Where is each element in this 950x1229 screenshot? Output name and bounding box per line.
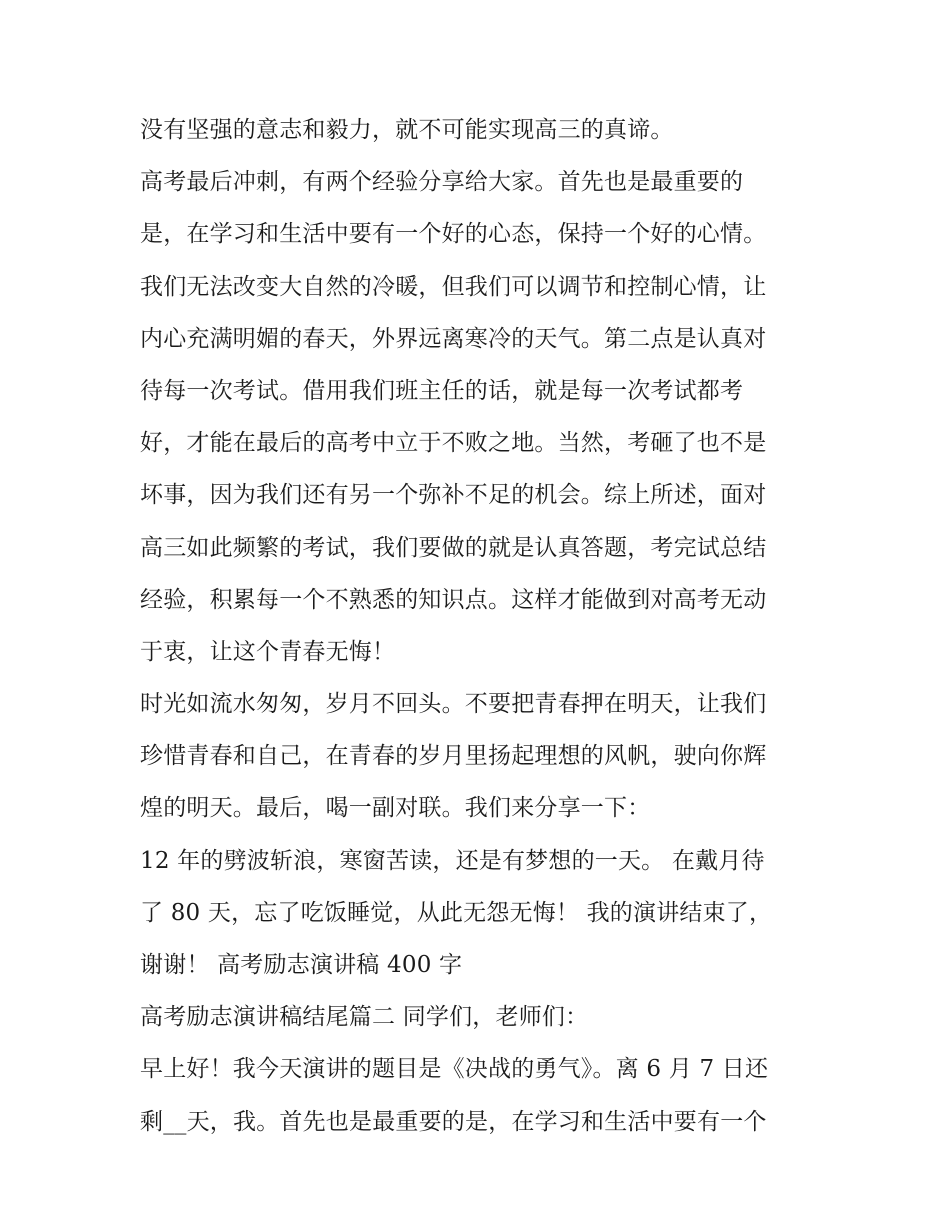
text-line: 内心充满明媚的春天，外界远离寒冷的天气。第二点是认真对: [140, 325, 767, 352]
text-line: 待每一次考试。借用我们班主任的话，就是每一次考试都考: [140, 377, 744, 404]
text-line: 没有坚强的意志和毅力，就不可能实现高三的真谛。: [140, 117, 674, 143]
text-line: 我们无法改变大自然的冷暖，但我们可以调节和控制心情，让: [140, 273, 767, 300]
text-line: 是，在学习和生活中要有一个好的心态，保持一个好的心情。: [140, 221, 767, 248]
text-line: 高考最后冲刺，有两个经验分享给大家。首先也是最重要的: [140, 169, 744, 196]
text-line: 珍惜青春和自己，在青春的岁月里扬起理想的风帆，驶向你辉: [140, 743, 767, 770]
text-line: 剩__天，我。首先也是最重要的是，在学习和生活中要有一个: [140, 1108, 767, 1135]
text-line: 了 80 天，忘了吃饭睡觉，从此无怨无悔！ 我的演讲结束了，: [140, 899, 773, 926]
text-line: 早上好！我今天演讲的题目是《决战的勇气》。离 6 月 7 日还: [140, 1056, 769, 1083]
text-line: 高三如此频繁的考试，我们要做的就是认真答题，考完试总结: [140, 534, 767, 561]
text-line: 好，才能在最后的高考中立于不败之地。当然，考砸了也不是: [140, 430, 767, 457]
text-line: 12 年的劈波斩浪，寒窗苦读，还是有梦想的一天。 在戴月待: [140, 847, 765, 874]
text-line: 于衷，让这个青春无悔！: [140, 638, 396, 665]
text-line: 煌的明天。最后，喝一副对联。我们来分享一下：: [140, 795, 651, 822]
text-line: 经验，积累每一个不熟悉的知识点。这样才能做到对高考无动: [140, 586, 767, 613]
body-text: [140, 104, 820, 1148]
text-line: 高考励志演讲稿结尾篇二 同学们，老师们：: [140, 1004, 589, 1031]
text-line: 谢谢！ 高考励志演讲稿 400 字: [140, 952, 463, 978]
text-line: 时光如流水匆匆，岁月不回头。不要把青春押在明天，让我们: [140, 691, 767, 718]
text-line: 坏事，因为我们还有另一个弥补不足的机会。综上所述，面对: [140, 482, 767, 509]
